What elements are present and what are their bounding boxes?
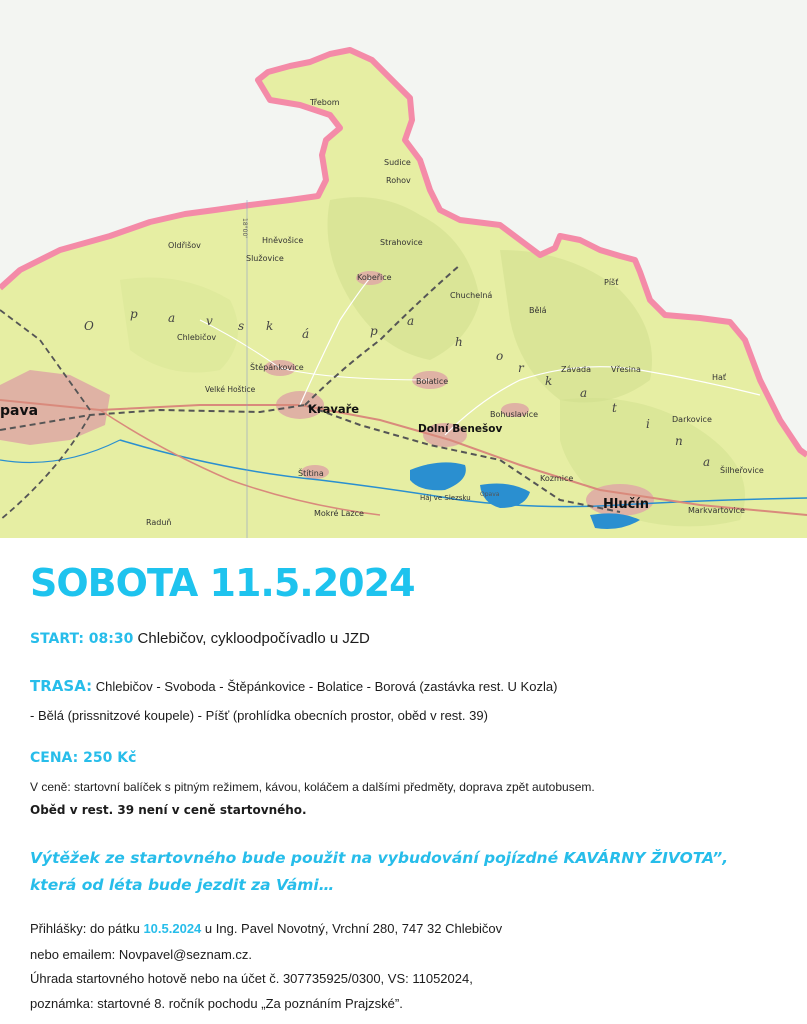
region-letter: r (518, 361, 524, 375)
label-pist: Píšť (604, 278, 619, 287)
label-opava: pava (0, 403, 39, 419)
payment-note: poznámka: startovné 8. ročník pochodu „Za poznáním Prajzské”. (30, 996, 403, 1011)
lunch-note: Oběd v rest. 39 není v ceně startovného. (30, 803, 307, 817)
registration-text-a: Přihlášky: do pátku (30, 921, 144, 936)
label-stitina: Štítina (298, 469, 324, 478)
region-letter: O (84, 319, 94, 333)
region-letter: i (646, 417, 650, 431)
label-chuchelna: Chuchelná (450, 291, 493, 300)
label-zavada: Závada (561, 365, 591, 374)
price-note: V ceně: startovní balíček s pitným režimem, kávou, koláčem a dalšími předměty, doprava zpět autobusem. (30, 780, 595, 794)
payment-line: Úhrada startovného hotově nebo na účet č. 307735925/0300, VS: 11052024, (30, 971, 473, 986)
price-label: CENA: 250 Kč (30, 750, 137, 766)
label-hat: Hať (712, 373, 727, 382)
proceeds-line-1: Výtěžek ze startovného bude použit na vybudování pojízdné KAVÁRNY ŽIVOTA”, (30, 849, 729, 867)
registration-line-1 (30, 921, 502, 936)
label-markvartovice: Markvartovice (688, 506, 745, 515)
region-letter: a (703, 455, 711, 469)
region-letter: k (266, 319, 274, 333)
start-line (30, 630, 370, 647)
label-velke-hostice: Velké Hoštice (205, 385, 256, 394)
label-opava-river: Opava (480, 491, 500, 498)
region-letter: a (407, 314, 415, 328)
event-info (30, 558, 790, 1011)
label-radun: Raduň (146, 518, 172, 527)
label-kravare: Kravaře (308, 402, 360, 416)
label-hlucin: Hlučín (603, 497, 650, 512)
label-kozmice: Kozmice (540, 474, 574, 483)
label-dolni-benesov: Dolní Benešov (418, 423, 503, 435)
label-bela: Bělá (529, 306, 547, 315)
registration-date: 10.5.2024 (143, 921, 202, 936)
region-letter: á (302, 327, 310, 341)
label-hnevosice: Hněvošice (262, 236, 304, 245)
region-letter: h (455, 335, 463, 349)
region-letter: p (130, 307, 138, 321)
label-bolatice: Bolatice (416, 377, 449, 386)
label-bohuslavice: Bohuslavice (490, 410, 539, 419)
route-line-2: - Bělá (prissnitzové koupele) - Píšť (prohlídka obecních prostor, oběd v rest. 39) (30, 708, 488, 723)
region-letter: a (580, 386, 588, 400)
label-oldrisov: Oldřišov (168, 241, 201, 250)
region-letter: k (545, 374, 553, 388)
label-mokre-lazce: Mokré Lazce (314, 509, 364, 518)
route-line-1 (30, 677, 557, 695)
label-silherovice: Šilheřovice (720, 466, 764, 475)
registration-email[interactable]: nebo emailem: Novpavel@seznam.cz. (30, 947, 253, 962)
label-sudice: Sudice (384, 158, 411, 167)
label-haj: Háj ve Slezsku (420, 494, 471, 502)
label-rohov: Rohov (386, 176, 411, 185)
label-koberice: Kobeřice (357, 273, 392, 282)
region-letter: a (168, 311, 176, 325)
label-darkovice: Darkovice (672, 415, 712, 424)
label-strahovice: Strahovice (380, 238, 423, 247)
proceeds-line-2: která od léta bude jezdit za Vámi… (30, 876, 335, 894)
region-letter: s (238, 319, 245, 333)
label-meridian: 18°00' (241, 218, 248, 238)
region-letter: v (206, 314, 213, 328)
region-letter: p (370, 324, 378, 338)
label-sluzovice: Služovice (246, 254, 284, 263)
region-letter: n (675, 434, 683, 448)
page-title: SOBOTA 11.5.2024 (30, 561, 415, 605)
registration-text-b: u Ing. Pavel Novotný, Vrchní 280, 747 32 Chlebičov (201, 921, 503, 936)
label-stepankovice: Štěpánkovice (250, 363, 304, 372)
route-label: TRASA: (30, 677, 93, 695)
label-vresina: Vřesina (611, 365, 641, 374)
label-trebom: Třebom (310, 98, 340, 107)
route-text-1: Chlebičov - Svoboda - Štěpánkovice - Bolatice - Borová (zastávka rest. U Kozla) (92, 679, 558, 694)
region-letter: t (612, 401, 617, 415)
start-label: START: 08:30 (30, 631, 134, 647)
region-letter: o (496, 349, 504, 363)
label-chlebicov: Chlebičov (177, 333, 217, 342)
start-text: Chlebičov, cykloodpočívadlo u JZD (133, 630, 370, 647)
